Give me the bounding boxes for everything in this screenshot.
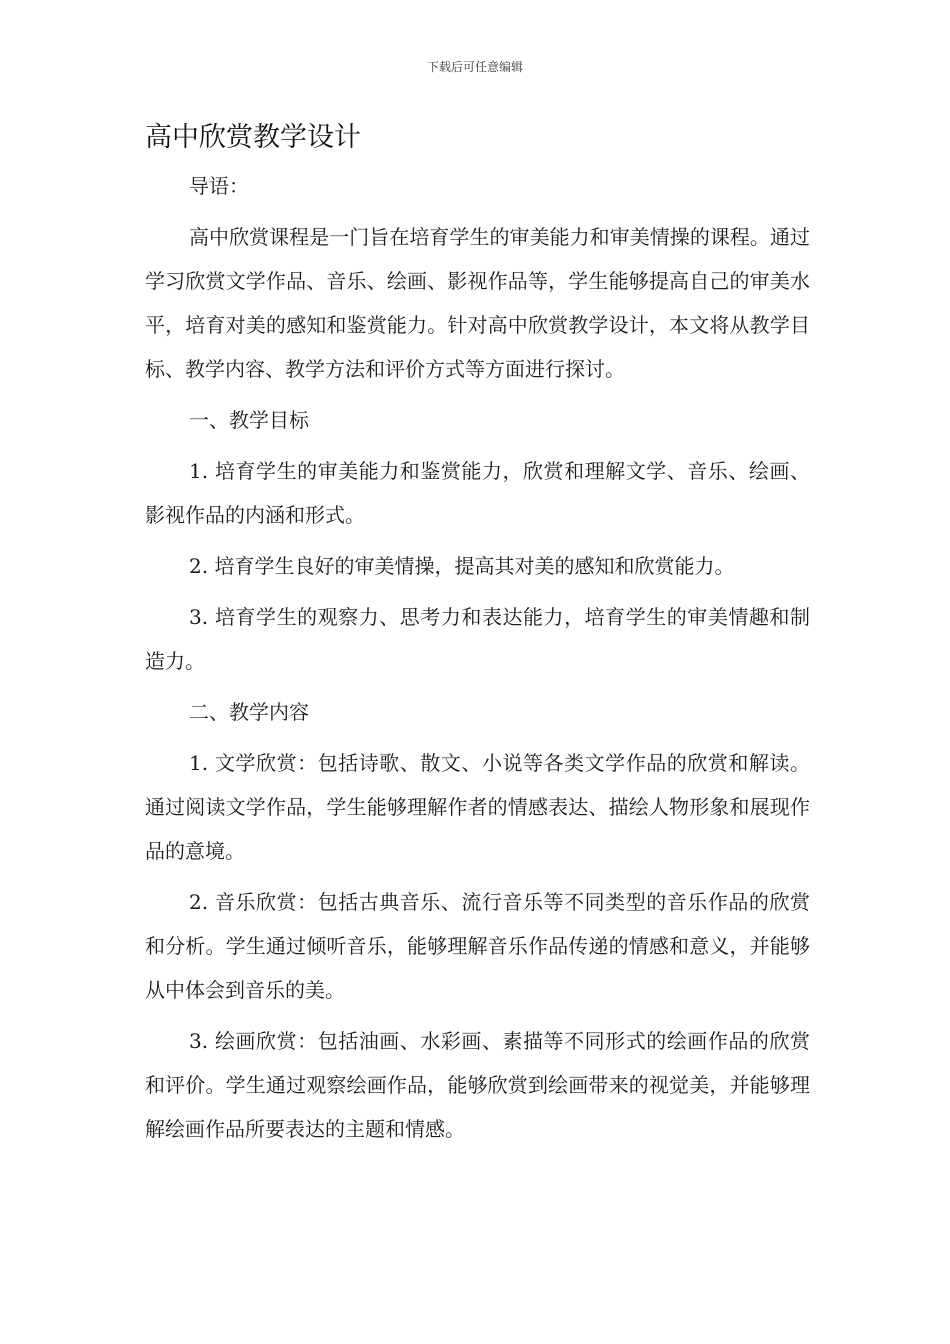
goal-item: 3. 培育学生的观察力、思考力和表达能力，培育学生的审美情趣和制造力。 [145,605,810,673]
content-item: 3. 绘画欣赏：包括油画、水彩画、素描等不同形式的绘画作品的欣赏和评价。学生通过观察绘画作品，能够欣赏到绘画带来的视觉美，并能够理解绘画作品所要表达的主题和情感。 [145,1029,810,1141]
page-header: 下载后可任意编辑 [426,60,523,74]
intro-paragraph: 高中欣赏课程是一门旨在培育学生的审美能力和审美情操的课程。通过学习欣赏文学作品、音乐、绘画、影视作品等，学生能够提高自己的审美水平，培育对美的感知和鉴赏能力。针对高中欣赏教学设计，本文将从教学目标、教学内容、教学方法和评价方式等方面进行探讨。 [145,225,810,381]
content-item: 2. 音乐欣赏：包括古典音乐、流行音乐等不同类型的音乐作品的欣赏和分析。学生通过倾听音乐，能够理解音乐作品传递的情感和意义，并能够从中体会到音乐的美。 [145,890,810,1002]
document-body [145,118,810,1151]
intro-label: 导语： [189,174,249,198]
goal-item: 2. 培育学生良好的审美情操，提高其对美的感知和欣赏能力。 [189,554,735,578]
document-title: 高中欣赏教学设计 [145,122,361,153]
section-heading-content: 二、教学内容 [189,700,309,724]
goal-item: 1. 培育学生的审美能力和鉴赏能力，欣赏和理解文学、音乐、绘画、影视作品的内涵和形式。 [145,459,810,527]
content-item: 1. 文学欣赏：包括诗歌、散文、小说等各类文学作品的欣赏和解读。通过阅读文学作品，学生能够理解作者的情感表达、描绘人物形象和展现作品的意境。 [145,751,810,863]
section-heading-goals: 一、教学目标 [189,408,309,432]
